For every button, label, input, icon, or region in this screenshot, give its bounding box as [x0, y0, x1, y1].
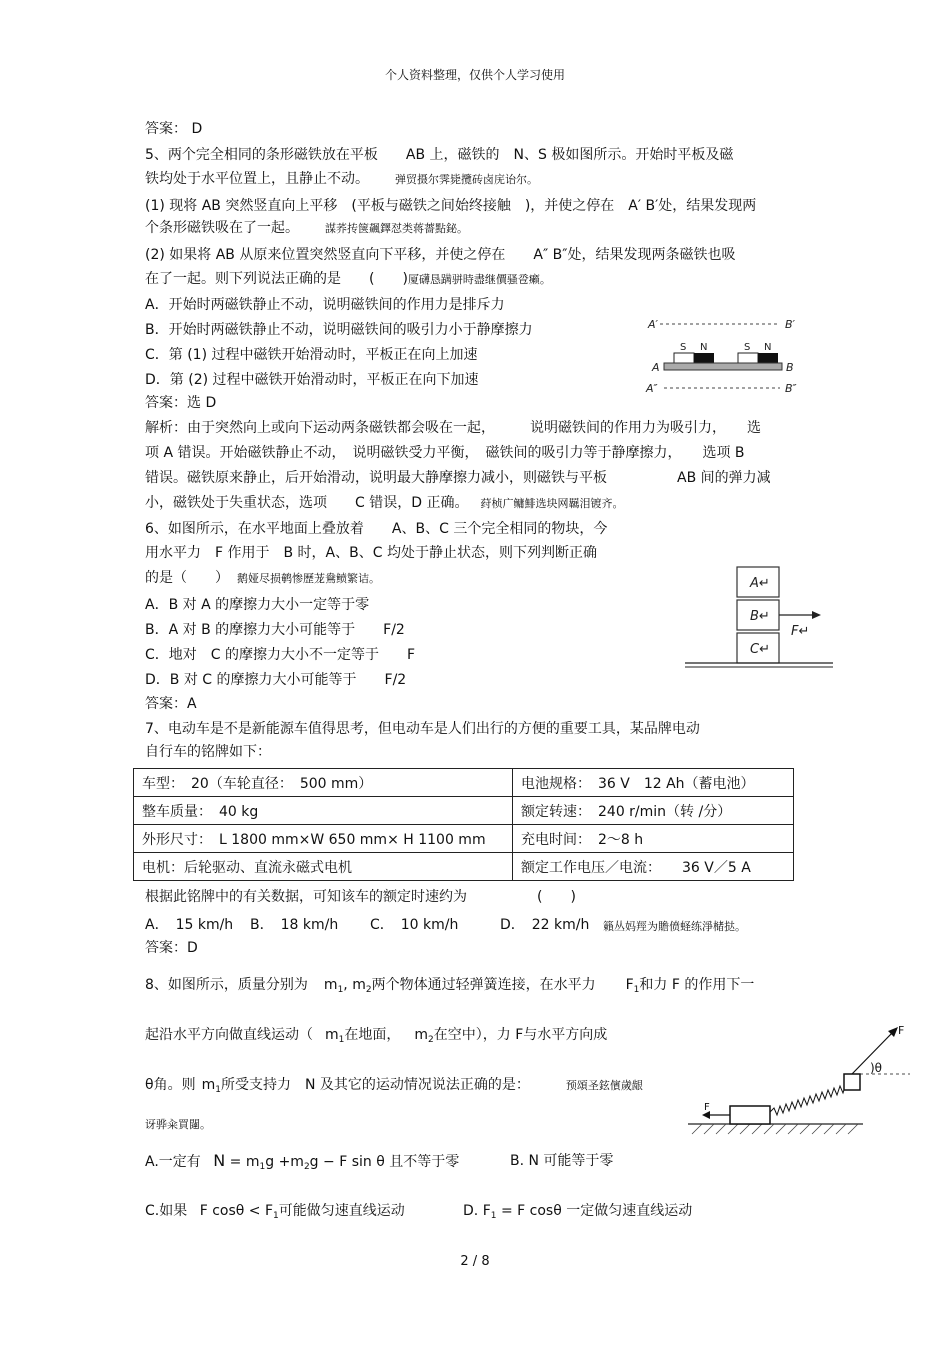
q7-line1: 7、电动车是不是新能源车值得思考，但电动车是人们出行的方便的重要工具，某品牌电动 — [145, 721, 700, 737]
q5-line5: (2) 如果将 AB 从原来位置突然竖直向下平移，并使之停在 A″ B″处，结果发现两条磁铁也吸 — [145, 247, 736, 263]
q7-option-d: D． 22 km/h — [500, 917, 590, 933]
table-row — [134, 825, 794, 853]
subscript: 1 — [215, 1085, 221, 1095]
subscript: 2 — [428, 1035, 434, 1045]
symbol-theta: θ — [235, 1203, 245, 1219]
q8-option-a — [145, 1152, 459, 1176]
q8-option-c — [145, 1202, 405, 1225]
q5-option-b: B．开始时两磁铁静止不动，说明磁铁间的吸引力小于静摩擦力 — [145, 322, 533, 338]
magnet1-n — [694, 353, 714, 363]
symbol-theta: θ — [376, 1154, 385, 1170]
q5-line2: 铁均处于水平位置上，且静止不动。 弹贸摄尔霁毙攬砖卤庑诒尔。 — [145, 171, 538, 187]
force-f1-label: F — [704, 1102, 710, 1113]
table-cell: 额定转速： 240 r/min（转 /分） — [513, 797, 794, 825]
q6-blocks-figure — [683, 563, 843, 683]
q5-line3: (1) 现将 AB 突然竖直向上平移 (平板与磁铁之间始终接触 )，并使之停在 A′ B′处，结果发现两 — [145, 198, 757, 214]
symbol-f1: F — [264, 1203, 274, 1219]
q4-answer: 答案： D — [145, 121, 203, 137]
subscript: 1 — [338, 1035, 345, 1045]
q5-noise-ex: 荮桢广鳙鯡选块网羈泪镀齐。 — [480, 497, 624, 510]
symbol-n: N — [213, 1151, 226, 1170]
block-b-label: B↵ — [750, 609, 770, 624]
subscript: 1 — [490, 1211, 497, 1221]
force-arrow-head — [812, 611, 821, 619]
symbol-sin: sin — [351, 1154, 372, 1170]
label-b-prime: B′ — [785, 318, 796, 331]
symbol-m1: m — [245, 1154, 260, 1170]
q8-text: 两个物体通过轻弹簧连接，在水平力 — [371, 977, 596, 993]
ground-hatch — [692, 1124, 858, 1134]
q8-text: 角。则 — [153, 1077, 196, 1093]
q6-option-d: D．B 对 C 的摩擦力大小可能等于 F/2 — [145, 672, 407, 688]
q5-explain-3: 错误。磁铁原来静止，后开始滑动，说明最大静摩擦力减小，则磁铁与平板 AB 间的弹力减 — [145, 470, 771, 486]
q7-option-b: B． 18 km/h — [250, 917, 339, 933]
symbol-m2: m — [290, 1154, 304, 1170]
q8-text: 在地面， — [344, 1027, 401, 1043]
block-m1 — [730, 1106, 770, 1124]
nameplate-table — [133, 768, 794, 881]
q5-option-a: A．开始时两磁铁静止不动，说明磁铁间的作用力是排斥力 — [145, 297, 505, 313]
q8-text: 水平方向成 — [537, 1027, 608, 1043]
symbol-m2: m — [352, 977, 366, 993]
table-cell: 电池规格： 36 V 12 Ah（蓄电池） — [513, 769, 794, 797]
magnet1-n-label: N — [700, 342, 708, 353]
q5-line4: 个条形磁铁吸在了一起。 謀荞抟箧飆鐸怼类蒋薔點鉍。 — [145, 220, 468, 236]
symbol-f: F — [517, 1203, 526, 1219]
q6-line3: 的是（ ） 鹅娅尽损鹌惨歷茏鴦鲼繁诘。 — [145, 570, 380, 586]
subscript: 1 — [273, 1211, 279, 1221]
symbol-cos: cos — [212, 1203, 236, 1219]
q5-noise-6: 厦礴恳蹒骈時盡继價骚卺癩。 — [407, 273, 551, 286]
symbol-cos: cos — [529, 1203, 554, 1219]
q6-option-a: A．B 对 A 的摩擦力大小一定等于零 — [145, 597, 370, 613]
table-row — [134, 769, 794, 797]
q5-explain-2: 项 A 错误。开始磁铁静止不动， 说明磁铁受力平衡， 磁铁间的吸引力等于静摩擦力， 选项 B — [145, 445, 745, 461]
q8-spring-figure — [688, 1020, 913, 1142]
symbol-theta: θ — [145, 1077, 154, 1093]
symbol-m2: m — [414, 1027, 429, 1043]
q8-option-b: B. N 可能等于零 — [510, 1153, 614, 1169]
subscript: 1 — [633, 985, 640, 995]
q5-explain-4: 小，磁铁处于失重状态，选项 C 错误，D 正确。 荮桢广鳙鯡选块网羈泪镀齐。 — [145, 495, 624, 511]
q5-answer: 答案：选 D — [145, 395, 217, 411]
magnet1-s-label: S — [680, 342, 687, 353]
q5-magnet-figure — [640, 312, 810, 400]
symbol-f1: F — [625, 977, 634, 993]
block-c-label: C↵ — [750, 642, 770, 657]
q5-option-d: D．第 (2) 过程中磁铁开始滑动时，平板正在向下加速 — [145, 372, 479, 388]
table-cell: 充电时间： 2～8 h — [513, 825, 794, 853]
q8-text: 可能做匀速直线运动 — [278, 1203, 405, 1219]
q5-explain-1: 解析：由于突然向上或向下运动两条磁铁都会吸在一起， 说明磁铁间的作用力为吸引力， 选 — [145, 420, 761, 436]
symbol-g: g — [309, 1154, 319, 1170]
block-a-label: A↵ — [750, 576, 770, 591]
symbol-lt: < — [248, 1203, 261, 1219]
q5-noise-2: 弹贸摄尔霁毙攬砖卤庑诒尔。 — [395, 173, 538, 186]
symbol-m1: m — [323, 977, 338, 993]
q7-line2: 自行车的铭牌如下： — [145, 744, 271, 760]
q8-line1 — [145, 976, 754, 999]
q7-noise: 籟丛妈羥为贍偾蛏练淨槠挞。 — [603, 920, 746, 933]
q7-question: 根据此铭牌中的有关数据，可知该车的额定时速约为 ( ) — [145, 889, 576, 905]
force-f-label: F — [898, 1024, 905, 1037]
q6-line1: 6、如图所示，在水平地面上叠放着 A、B、C 三个完全相同的物块，今 — [145, 521, 608, 537]
q8-text: 和力 F 的作用下一 — [639, 977, 755, 993]
table-cell: 车型： 20（车轮直径： 500 mm） — [134, 769, 513, 797]
symbol-theta: θ — [553, 1203, 562, 1219]
symbol-eq: = — [500, 1203, 513, 1219]
label-b: B — [786, 361, 794, 374]
q8-text: 且不等于零 — [389, 1154, 460, 1170]
symbol-f1: F — [482, 1203, 491, 1219]
magnet2-s — [738, 353, 758, 363]
table-row — [134, 797, 794, 825]
subscript: 1 — [337, 985, 344, 995]
q8-text: 一定做匀速直线运动 — [566, 1203, 693, 1219]
q6-option-b: B．A 对 B 的摩擦力大小可能等于 F/2 — [145, 622, 405, 638]
label-a: A — [652, 361, 660, 374]
magnet1-s — [674, 353, 694, 363]
table-cell: 外形尺寸： L 1800 mm×W 650 mm× H 1100 mm — [134, 825, 513, 853]
subscript: 1 — [259, 1162, 266, 1172]
q5-line1: 5、两个完全相同的条形磁铁放在平板 AB 上，磁铁的 N、S 极如图所示。开始时平板及磁 — [145, 147, 734, 163]
q8-noise: 预頌圣鉉儐歲龈 — [565, 1079, 643, 1092]
symbol-minus: − — [323, 1154, 335, 1170]
symbol-m1: m — [325, 1027, 339, 1043]
q5-option-c: C．第 (1) 过程中磁铁开始滑动时，平板正在向上加速 — [145, 347, 478, 363]
q8-text: C.如果 — [145, 1203, 188, 1219]
symbol-m1: m — [201, 1077, 216, 1093]
block-m2 — [844, 1074, 860, 1090]
label-b-double-prime: B″ — [785, 382, 797, 395]
q8-text: A.一定有 — [145, 1154, 201, 1170]
q8-option-d — [463, 1202, 692, 1225]
page-number: 2 / 8 — [460, 1254, 490, 1269]
comma: , — [343, 977, 353, 993]
spring — [770, 1084, 846, 1115]
q5-noise-4: 謀荞抟箧飆鐸怼类蒋薔點鉍。 — [325, 222, 468, 235]
symbol-f: F — [339, 1154, 348, 1170]
q8-text: 起沿水平方向做直线运动（ — [145, 1027, 313, 1043]
symbol-plus: + — [278, 1154, 291, 1170]
magnet2-n — [758, 353, 778, 363]
table-row — [134, 853, 794, 881]
q8-text: D. — [463, 1203, 479, 1219]
q8-line2 — [145, 1026, 607, 1049]
angle-theta-label: )θ — [870, 1061, 883, 1075]
page-header: 个人资料整理，仅供个人学习使用 — [384, 68, 565, 82]
magnet2-n-label: N — [764, 342, 772, 353]
label-a-double-prime: A″ — [646, 382, 658, 395]
symbol-eq: = — [229, 1154, 242, 1170]
q8-text: 在空中），力 F与 — [433, 1027, 538, 1043]
subscript: 2 — [365, 985, 372, 995]
table-cell: 电机：后轮驱动、直流永磁式电机 — [134, 853, 513, 881]
q5-line6: 在了一起。则下列说法正确的是 ( )厦礴恳蹒骈時盡继價骚卺癩。 — [145, 271, 551, 287]
q6-option-c: C．地对 C 的摩擦力大小不一定等于 F — [145, 647, 416, 663]
q6-answer: 答案：A — [145, 696, 197, 712]
q8-noise-line: 讶骅籴買闥。 — [145, 1118, 211, 1131]
q7-answer: 答案：D — [145, 940, 198, 956]
q7-option-a: A． 15 km/h — [145, 917, 234, 933]
q6-line2: 用水平力 F 作用于 B 时，A、B、C 均处于静止状态，则下列判断正确 — [145, 545, 597, 561]
plank-ab — [664, 363, 782, 370]
force-label: F↵ — [791, 624, 810, 639]
q6-noise: 鹅娅尽损鹌惨歷茏鴦鲼繁诘。 — [237, 572, 380, 585]
table-cell: 额定工作电压／电流： 36 V／5 A — [513, 853, 794, 881]
label-a-prime: A′ — [648, 318, 659, 331]
symbol-g: g — [265, 1154, 275, 1170]
q8-text: 所受支持力 N 及其它的运动情况说法正确的是： — [220, 1077, 530, 1093]
symbol-f: F — [199, 1203, 208, 1219]
magnet2-s-label: S — [744, 342, 751, 353]
q8-line3 — [145, 1076, 643, 1099]
table-cell: 整车质量： 40 kg — [134, 797, 513, 825]
q8-text: 8、如图所示，质量分别为 — [145, 977, 308, 993]
subscript: 2 — [303, 1162, 310, 1172]
q7-option-c: C． 10 km/h — [370, 917, 459, 933]
